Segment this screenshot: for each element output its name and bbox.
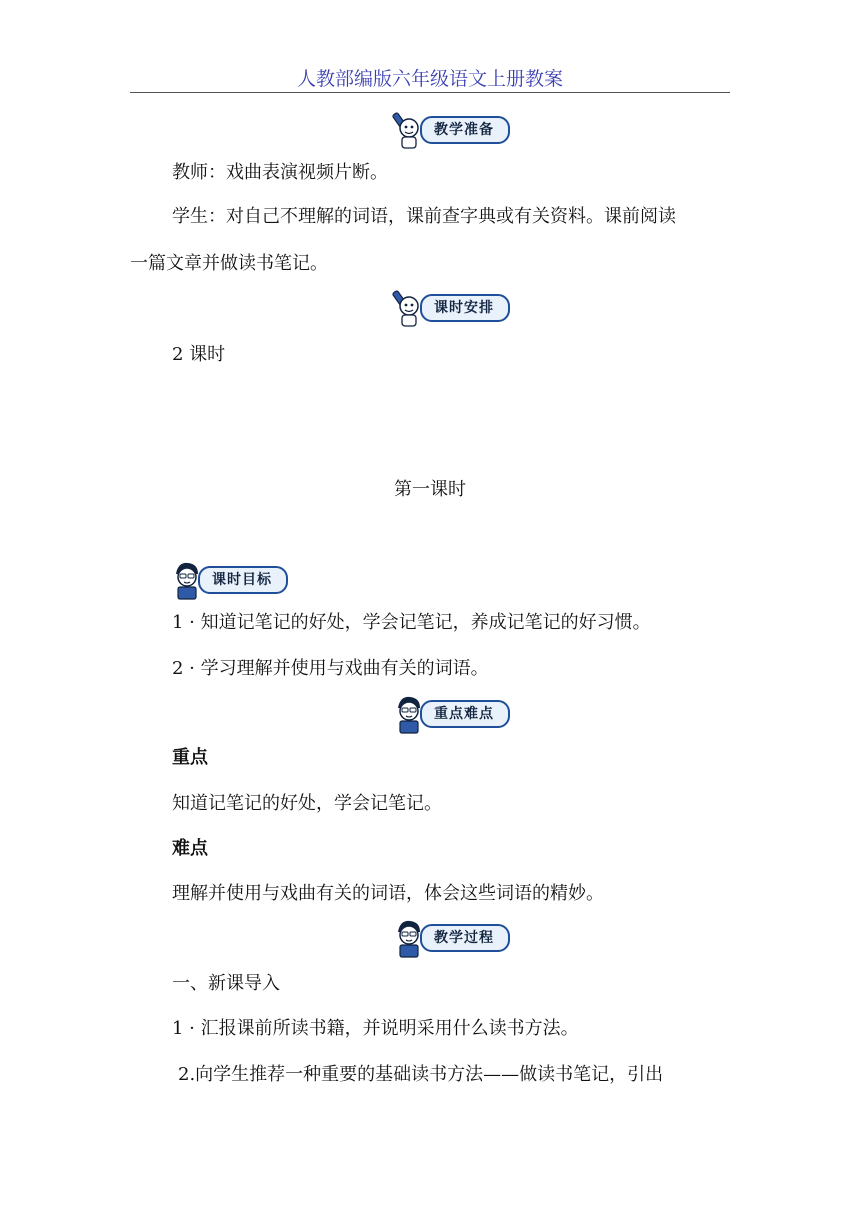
process-section-1: 一、新课导入 <box>172 973 280 994</box>
prep-student-line1: 学生：对自己不理解的词语，课前查字典或有关资料。课前阅读 <box>172 206 676 227</box>
prep-student-line2: 一篇文章并做读书笔记。 <box>130 253 328 274</box>
badge-label: 课时目标 <box>198 566 288 594</box>
pencil-mascot-icon <box>392 110 426 150</box>
badge-process <box>392 918 510 958</box>
badge-teaching-prep <box>392 110 510 150</box>
student-mascot-icon <box>170 560 204 600</box>
prep-teacher-text: 教师：戏曲表演视频片断。 <box>172 162 388 183</box>
process-item-1: 1 · 汇报课前所读书籍，并说明采用什么读书方法。 <box>172 1018 579 1039</box>
key-heading: 重点 <box>172 747 208 768</box>
badge-keypoints <box>392 694 510 734</box>
badge-label: 教学准备 <box>420 116 510 144</box>
badge-schedule <box>392 288 510 328</box>
difficulty-text: 理解并使用与戏曲有关的词语，体会这些词语的精妙。 <box>172 883 604 904</box>
badge-label: 教学过程 <box>420 924 510 952</box>
student-mascot-icon <box>392 918 426 958</box>
key-text: 知道记笔记的好处，学会记笔记。 <box>172 793 442 814</box>
badge-goals <box>170 560 288 600</box>
goal-item-1: 1 · 知道记笔记的好处，学会记笔记，养成记笔记的好习惯。 <box>172 612 651 633</box>
pencil-mascot-icon <box>392 288 426 328</box>
goal-item-2: 2 · 学习理解并使用与戏曲有关的词语。 <box>172 658 489 679</box>
student-mascot-icon <box>392 694 426 734</box>
lesson-title: 第一课时 <box>394 479 466 500</box>
page-header-title: 人教部编版六年级语文上册教案 <box>296 68 563 90</box>
schedule-hours: 2 课时 <box>172 344 226 365</box>
badge-label: 重点难点 <box>420 700 510 728</box>
badge-label: 课时安排 <box>420 294 510 322</box>
header-divider <box>130 92 730 93</box>
process-item-2: 2.向学生推荐一种重要的基础读书方法——做读书笔记，引出 <box>178 1064 664 1085</box>
difficulty-heading: 难点 <box>172 838 208 859</box>
